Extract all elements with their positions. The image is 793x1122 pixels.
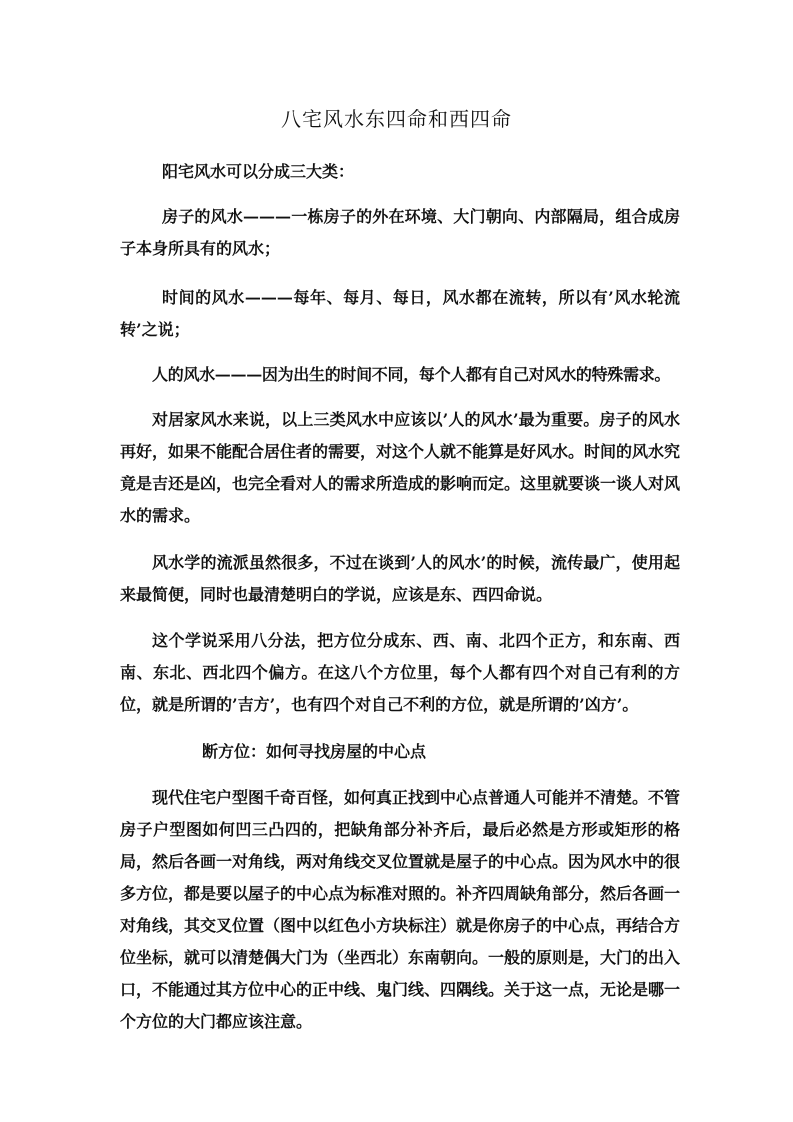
school-paragraph: 风水学的流派虽然很多，不过在谈到’人的风水’的时候，流传最广，使用起来最简便，同时也最清楚明白的学说，应该是东、西四命说。: [120, 553, 680, 604]
section-heading: 断方位：如何寻找房屋的中心点: [202, 742, 427, 761]
intro-paragraph: 阳宅风水可以分成三大类：: [162, 162, 355, 181]
time-fengshui-paragraph: 时间的风水———每年、每月、每日，风水都在流转，所以有’风水轮流转’之说；: [120, 288, 680, 339]
person-fengshui-paragraph: 人的风水———因为出生的时间不同，每个人都有自己对风水的特殊需求。: [152, 365, 671, 384]
house-fengshui-paragraph: 房子的风水———一栋房子的外在环境、大门朝向、内部隔局，组合成房子本身所具有的风水；: [120, 207, 680, 258]
center-point-paragraph: 现代住宅户型图千奇百怪，如何真正找到中心点普通人可能并不清楚。不管房子户型图如何凹三凸四的，把缺角部分补齐后，最后必然是方形或矩形的格局，然后各画一对角线，两对角线交叉位置就是屋子的中心点。因为风水中的很多方位，都是要以屋子的中心点为标准对照的。补齐四周缺角部分，然后各画一对角线，其交叉位置（图中以红色小方块标注）就是你房子的中心点，再结合方位坐标，就可以清楚偶大门为（坐西北）东南朝向。一般的原则是，大门的出入口，不能通过其方位中心的正中线、鬼门线、四隅线。关于这一点，无论是哪一个方位的大门都应该注意。: [120, 788, 681, 1031]
page-title: 八宅风水东四命和西四命: [281, 107, 512, 131]
home-fengshui-paragraph: 对居家风水来说，以上三类风水中应该以’人的风水’最为重要。房子的风水再好，如果不能配合居住者的需要，对这个人就不能算是好风水。时间的风水究竟是吉还是凶，也完全看对人的需求所造成的影响而定。这里就要谈一谈人对风水的需求。: [120, 410, 681, 525]
eight-directions-paragraph: 这个学说采用八分法，把方位分成东、西、南、北四个正方，和东南、西南、东北、西北四个偏方。在这八个方位里，每个人都有四个对自己有利的方位，就是所谓的’吉方’，也有四个对自己不利的方位，就是所谓的’凶方’。: [120, 631, 680, 714]
